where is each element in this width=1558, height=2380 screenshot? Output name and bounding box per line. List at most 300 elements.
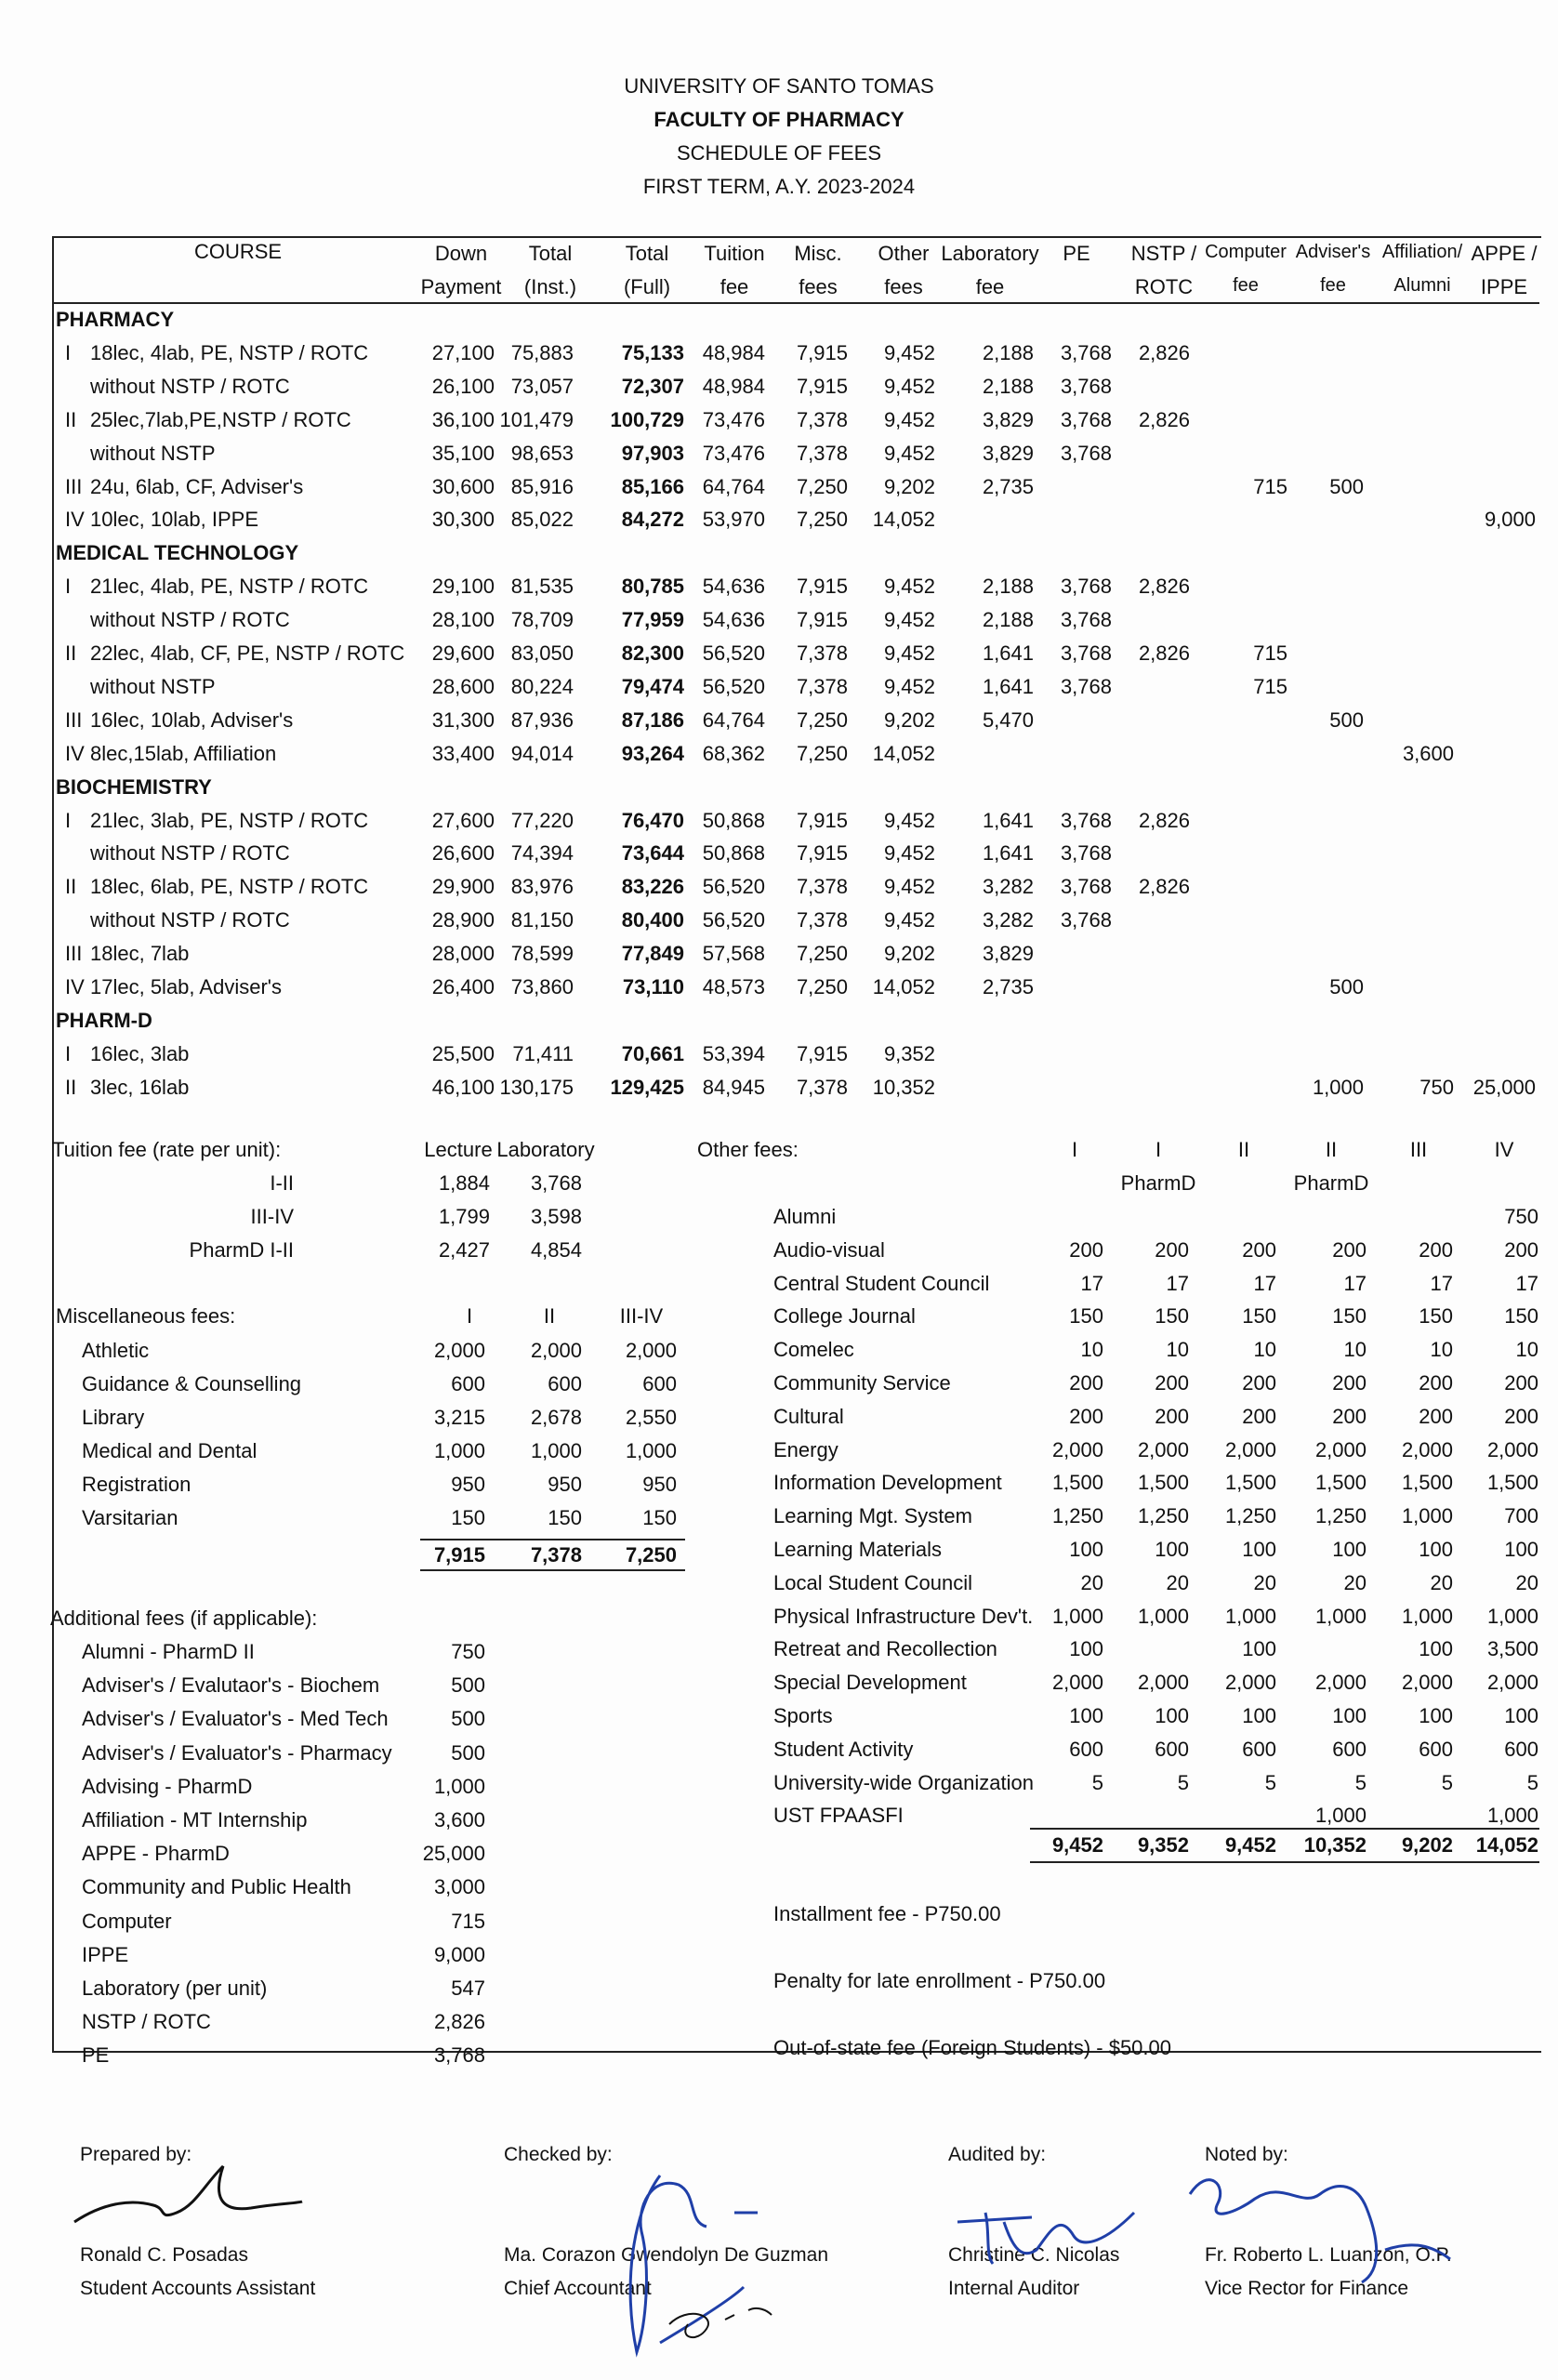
- other-fee-value: 200: [1069, 1237, 1103, 1262]
- additional-fee-label: PE: [82, 2043, 110, 2068]
- fee-cell: 7,915: [796, 374, 848, 398]
- signatory-title: Student Accounts Assistant: [80, 2278, 316, 2299]
- tuition-level: PharmD I-II: [189, 1238, 294, 1262]
- fee-cell: 5,470: [982, 707, 1034, 732]
- fee-cell: 7,250: [796, 508, 848, 532]
- course-description: 17lec, 5lab, Adviser's: [90, 975, 282, 998]
- other-fee-label: Learning Mgt. System: [773, 1504, 972, 1528]
- fee-cell: 3,829: [982, 407, 1034, 431]
- fee-cell: 7,378: [796, 908, 848, 932]
- fee-cell: 50,868: [702, 808, 765, 832]
- other-fee-value: 1,500: [1224, 1471, 1276, 1495]
- tuition-col-header: Lecture: [424, 1138, 493, 1161]
- other-fee-value: 10: [1166, 1338, 1189, 1362]
- fee-cell: 14,052: [872, 975, 935, 998]
- fee-cell: 7,250: [796, 942, 848, 966]
- misc-fee-value: 2,000: [530, 1339, 582, 1362]
- fee-cell: 76,470: [621, 808, 684, 832]
- other-fee-value: 100: [1419, 1637, 1453, 1661]
- additional-fee-value: 25,000: [422, 1842, 485, 1866]
- fee-cell: 71,411: [512, 1041, 574, 1065]
- tuition-col-header: Laboratory: [496, 1138, 595, 1161]
- signatory-name: Christine C. Nicolas: [948, 2244, 1120, 2266]
- fee-cell: 3,768: [1060, 841, 1112, 866]
- additional-fee-value: 2,826: [433, 2010, 485, 2034]
- other-fee-value: 150: [1504, 1304, 1538, 1329]
- fee-cell: 29,100: [431, 575, 495, 599]
- misc-fee-value: 1,000: [625, 1439, 677, 1462]
- fee-cell: 500: [1329, 707, 1364, 732]
- course-description: 18lec, 4lab, PE, NSTP / ROTC: [90, 340, 369, 364]
- fee-cell: 3,768: [1060, 674, 1112, 698]
- fee-cell: 3,600: [1402, 741, 1454, 765]
- column-header: fee: [1233, 275, 1259, 296]
- other-fee-value: 5: [1264, 1770, 1276, 1794]
- course-description: 10lec, 10lab, IPPE: [90, 508, 259, 532]
- fee-cell: 7,250: [796, 474, 848, 498]
- other-fee-label: Comelec: [773, 1338, 854, 1362]
- other-fee-value: 5: [1177, 1770, 1189, 1794]
- misc-fee-label: Varsitarian: [82, 1506, 178, 1529]
- column-header: Adviser's: [1295, 242, 1371, 262]
- column-header: fees: [884, 275, 923, 298]
- other-fee-value: 1,000: [1486, 1604, 1538, 1628]
- fee-cell: 101,479: [499, 407, 574, 431]
- other-fee-value: 1,000: [1314, 1804, 1367, 1828]
- fee-cell: 9,452: [883, 808, 935, 832]
- column-header: Payment: [420, 275, 502, 298]
- other-total: 10,352: [1303, 1833, 1367, 1857]
- additional-fee-label: Affiliation - MT Internship: [82, 1808, 308, 1831]
- fee-cell: 73,644: [621, 841, 684, 866]
- signature-posadas: [65, 2148, 307, 2250]
- fee-cell: 2,188: [982, 340, 1034, 364]
- other-fee-value: 1,000: [1401, 1604, 1453, 1628]
- fee-cell: 3,282: [982, 908, 1034, 932]
- fee-cell: 77,849: [621, 942, 684, 966]
- fee-cell: 2,826: [1138, 575, 1190, 599]
- other-fee-value: 1,000: [1486, 1804, 1538, 1828]
- fee-cell: 9,452: [883, 575, 935, 599]
- other-fee-value: 1,250: [1314, 1504, 1367, 1528]
- fee-cell: 3,829: [982, 942, 1034, 966]
- misc-fee-label: Registration: [82, 1473, 191, 1496]
- other-fee-value: 1,250: [1137, 1504, 1189, 1528]
- other-fee-value: 750: [1504, 1205, 1538, 1228]
- document-title: SCHEDULE OF FEES: [676, 141, 882, 165]
- misc-fee-value: 950: [642, 1473, 677, 1496]
- fee-cell: 48,573: [702, 975, 765, 998]
- fee-cell: 9,000: [1484, 508, 1536, 532]
- other-fee-value: 100: [1069, 1538, 1103, 1561]
- other-col-header: IV: [1494, 1138, 1514, 1161]
- fee-cell: 3,768: [1060, 641, 1112, 665]
- column-header: Other: [878, 242, 930, 265]
- column-header: fee: [975, 275, 1005, 298]
- fee-cell: 7,378: [796, 674, 848, 698]
- other-fee-value: 2,000: [1137, 1671, 1189, 1695]
- other-fee-label: Central Student Council: [773, 1271, 990, 1295]
- fee-cell: 53,970: [702, 508, 765, 532]
- other-fee-value: 1,500: [1314, 1471, 1367, 1495]
- fee-cell: 2,826: [1138, 641, 1190, 665]
- other-fee-label: Local Student Council: [773, 1570, 973, 1594]
- signatory-title: Chief Accountant: [504, 2278, 652, 2299]
- other-fee-value: 600: [1332, 1737, 1367, 1761]
- year-level: III: [65, 474, 83, 498]
- other-fee-value: 100: [1332, 1538, 1367, 1561]
- fee-cell: 85,166: [621, 474, 684, 498]
- year-level: I: [65, 1041, 72, 1065]
- other-fee-value: 200: [1332, 1404, 1367, 1428]
- fee-cell: 81,150: [510, 908, 574, 932]
- other-fee-value: 200: [1069, 1404, 1103, 1428]
- fee-cell: 83,976: [510, 875, 574, 899]
- year-level: II: [65, 875, 77, 899]
- other-fee-value: 200: [1332, 1237, 1367, 1262]
- fee-cell: 53,394: [702, 1041, 765, 1065]
- misc-total-rule: [420, 1539, 685, 1540]
- other-fee-label: Energy: [773, 1437, 838, 1461]
- fee-cell: 3,768: [1060, 441, 1112, 465]
- fee-cell: 2,735: [982, 975, 1034, 998]
- fee-cell: 7,378: [796, 641, 848, 665]
- fee-cell: 70,661: [621, 1041, 684, 1065]
- fee-cell: 715: [1253, 674, 1287, 698]
- additional-fee-value: 500: [451, 1707, 485, 1731]
- other-fee-value: 5: [1441, 1770, 1453, 1794]
- misc-fee-value: 150: [451, 1506, 485, 1529]
- fee-cell: 9,452: [883, 908, 935, 932]
- fee-cell: 10,352: [872, 1075, 935, 1099]
- fee-cell: 9,452: [883, 641, 935, 665]
- other-col-header: II: [1237, 1138, 1250, 1161]
- fee-cell: 3,829: [982, 441, 1034, 465]
- other-fee-value: 17: [1253, 1271, 1276, 1295]
- other-total: 9,452: [1051, 1833, 1103, 1857]
- other-fee-value: 2,000: [1486, 1671, 1538, 1695]
- fee-cell: 25,000: [1472, 1075, 1536, 1099]
- fee-cell: 7,250: [796, 707, 848, 732]
- fee-cell: 2,826: [1138, 340, 1190, 364]
- fee-cell: 500: [1329, 474, 1364, 498]
- fee-cell: 7,915: [796, 808, 848, 832]
- fee-cell: 35,100: [431, 441, 495, 465]
- other-fee-value: 200: [1504, 1404, 1538, 1428]
- fee-cell: 7,915: [796, 608, 848, 632]
- fee-cell: 27,100: [431, 340, 495, 364]
- column-header: Misc.: [794, 242, 842, 265]
- column-header: PE: [1063, 242, 1090, 265]
- tuition-lecture-rate: 1,799: [438, 1205, 490, 1228]
- other-fee-label: UST FPAASFI: [773, 1804, 904, 1828]
- misc-total-underline: [420, 1569, 685, 1571]
- course-description: 21lec, 3lab, PE, NSTP / ROTC: [90, 808, 369, 832]
- fee-cell: 73,110: [622, 975, 684, 998]
- fee-cell: 9,202: [883, 942, 935, 966]
- fee-cell: 30,300: [431, 508, 495, 532]
- term-label: FIRST TERM, A.Y. 2023-2024: [642, 175, 916, 198]
- additional-fee-value: 750: [451, 1640, 485, 1663]
- fee-cell: 3,768: [1060, 908, 1112, 932]
- misc-fee-value: 150: [548, 1506, 582, 1529]
- other-fee-value: 2,000: [1224, 1437, 1276, 1461]
- tuition-level: III-IV: [250, 1205, 294, 1228]
- other-fee-value: 20: [1430, 1570, 1453, 1594]
- tuition-lab-rate: 4,854: [530, 1238, 582, 1262]
- other-fee-value: 1,500: [1486, 1471, 1538, 1495]
- fee-cell: 129,425: [610, 1075, 684, 1099]
- column-header: Total: [528, 242, 573, 265]
- section-heading: BIOCHEMISTRY: [56, 774, 212, 799]
- fee-cell: 64,764: [702, 707, 765, 732]
- fee-cell: 26,600: [431, 841, 495, 866]
- other-fee-value: 2,000: [1051, 1437, 1103, 1461]
- misc-col-header: III-IV: [619, 1304, 664, 1328]
- other-fee-label: Alumni: [773, 1205, 837, 1228]
- other-fee-value: 1,250: [1224, 1504, 1276, 1528]
- additional-fee-label: Advising - PharmD: [82, 1774, 253, 1798]
- fee-cell: 1,000: [1312, 1075, 1364, 1099]
- other-fee-value: 2,000: [1486, 1437, 1538, 1461]
- other-fee-value: 600: [1242, 1737, 1276, 1761]
- other-fee-value: 2,000: [1137, 1437, 1189, 1461]
- additional-fee-value: 3,600: [433, 1808, 485, 1831]
- fee-cell: 2,188: [982, 374, 1034, 398]
- other-fee-value: 17: [1343, 1271, 1367, 1295]
- course-description: 21lec, 4lab, PE, NSTP / ROTC: [90, 575, 369, 599]
- fee-cell: 3,768: [1060, 407, 1112, 431]
- fee-cell: 14,052: [872, 741, 935, 765]
- other-fee-value: 2,000: [1314, 1671, 1367, 1695]
- fee-cell: 9,452: [883, 374, 935, 398]
- other-fee-value: 5: [1354, 1770, 1367, 1794]
- additional-fee-label: Computer: [82, 1909, 172, 1933]
- fee-cell: 2,826: [1138, 808, 1190, 832]
- fee-cell: 9,452: [883, 674, 935, 698]
- other-fee-value: 10: [1080, 1338, 1103, 1362]
- additional-fee-label: Laboratory (per unit): [82, 1977, 268, 2000]
- other-fee-value: 600: [1069, 1737, 1103, 1761]
- additional-fee-label: Adviser's / Evalutaor's - Biochem: [82, 1673, 380, 1698]
- other-fee-value: 100: [1419, 1538, 1453, 1561]
- other-fee-value: 2,000: [1401, 1671, 1453, 1695]
- section-heading: PHARM-D: [56, 1008, 152, 1032]
- fee-cell: 7,915: [796, 1041, 848, 1065]
- course-description: 3lec, 16lab: [90, 1075, 190, 1099]
- column-header: Alumni: [1393, 275, 1451, 296]
- other-fee-label: Cultural: [773, 1404, 844, 1428]
- course-description: 25lec,7lab,PE,NSTP / ROTC: [90, 407, 351, 431]
- university-name: UNIVERSITY OF SANTO TOMAS: [624, 74, 934, 98]
- other-col-header: III: [1409, 1138, 1428, 1161]
- other-fee-value: 10: [1430, 1338, 1453, 1362]
- fee-cell: 77,959: [621, 608, 684, 632]
- column-header: ROTC: [1134, 275, 1194, 298]
- other-fees-title: Other fees:: [697, 1138, 799, 1161]
- column-header: APPE /: [1471, 242, 1538, 265]
- other-fee-value: 100: [1242, 1637, 1276, 1661]
- fee-cell: 48,984: [702, 340, 765, 364]
- fee-cell: 75,133: [621, 340, 684, 364]
- other-fee-value: 2,000: [1051, 1671, 1103, 1695]
- other-fee-value: 100: [1332, 1704, 1367, 1727]
- additional-fee-label: Adviser's / Evaluator's - Med Tech: [82, 1707, 389, 1731]
- signature-de-guzman: [595, 2157, 837, 2371]
- fee-cell: 27,600: [431, 808, 495, 832]
- other-col-header: II: [1325, 1138, 1338, 1161]
- fee-cell: 14,052: [872, 508, 935, 532]
- other-fee-value: 17: [1166, 1271, 1189, 1295]
- other-fee-value: 100: [1155, 1538, 1189, 1561]
- fee-cell: 2,188: [982, 608, 1034, 632]
- fee-cell: 80,785: [621, 575, 684, 599]
- foreign-fee-note: Out-of-state fee (Foreign Students) - $50.00: [773, 2036, 1172, 2059]
- fee-cell: 9,452: [883, 340, 935, 364]
- other-fee-value: 600: [1504, 1737, 1538, 1761]
- other-fee-label: Physical Infrastructure Dev't.: [773, 1604, 1034, 1628]
- other-total-rule: [1030, 1828, 1539, 1830]
- fee-cell: 26,100: [431, 374, 495, 398]
- year-level: III: [65, 707, 83, 732]
- fee-cell: 64,764: [702, 474, 765, 498]
- additional-fee-value: 3,000: [433, 1875, 485, 1899]
- fee-cell: 7,915: [796, 575, 848, 599]
- fee-cell: 28,600: [431, 674, 495, 698]
- misc-title: Miscellaneous fees:: [56, 1304, 236, 1328]
- other-fee-value: 1,000: [1137, 1604, 1189, 1628]
- fee-cell: 3,768: [1060, 575, 1112, 599]
- fee-cell: 36,100: [431, 407, 495, 431]
- fee-cell: 500: [1329, 975, 1364, 998]
- other-fee-value: 200: [1155, 1371, 1189, 1395]
- other-fee-value: 1,250: [1051, 1504, 1103, 1528]
- column-header: IPPE: [1480, 275, 1528, 298]
- additional-fee-value: 547: [451, 1977, 485, 2000]
- misc-fee-value: 950: [548, 1473, 582, 1496]
- misc-total: 7,915: [433, 1543, 485, 1567]
- fee-cell: 130,175: [499, 1075, 574, 1099]
- course-description: without NSTP / ROTC: [90, 841, 290, 866]
- fee-cell: 46,100: [431, 1075, 495, 1099]
- year-level: II: [65, 407, 77, 431]
- column-header: (Full): [623, 275, 671, 298]
- fee-cell: 3,768: [1060, 875, 1112, 899]
- other-fee-label: College Journal: [773, 1304, 916, 1329]
- course-description: without NSTP / ROTC: [90, 374, 290, 398]
- fee-cell: 7,378: [796, 407, 848, 431]
- misc-fee-value: 600: [548, 1372, 582, 1395]
- fee-cell: 93,264: [621, 741, 684, 765]
- signature-nicolas-luanzon: [948, 2157, 1469, 2287]
- signatory-name: Ma. Corazon Gwendolyn De Guzman: [504, 2244, 828, 2266]
- other-fee-value: 20: [1343, 1570, 1367, 1594]
- other-total: 9,452: [1224, 1833, 1276, 1857]
- fee-cell: 7,378: [796, 441, 848, 465]
- misc-fee-value: 150: [642, 1506, 677, 1529]
- signatory-title: Internal Auditor: [948, 2278, 1080, 2299]
- fee-cell: 9,452: [883, 608, 935, 632]
- course-description: 16lec, 10lab, Adviser's: [90, 707, 294, 732]
- signatory-role: Prepared by:: [80, 2144, 192, 2165]
- additional-fee-label: NSTP / ROTC: [82, 2010, 211, 2034]
- fee-cell: 78,599: [510, 942, 574, 966]
- fee-cell: 83,226: [621, 875, 684, 899]
- fee-cell: 3,768: [1060, 374, 1112, 398]
- signatory-name: Fr. Roberto L. Luanzon, O.P.: [1205, 2244, 1452, 2266]
- year-level: I: [65, 808, 72, 832]
- fee-cell: 7,915: [796, 841, 848, 866]
- fee-cell: 3,768: [1060, 608, 1112, 632]
- other-fee-value: 200: [1504, 1371, 1538, 1395]
- other-fee-value: 100: [1242, 1704, 1276, 1727]
- fee-cell: 50,868: [702, 841, 765, 866]
- year-level: IV: [65, 508, 85, 532]
- other-fee-value: 150: [1069, 1304, 1103, 1329]
- course-description: 8lec,15lab, Affiliation: [90, 741, 277, 765]
- fee-cell: 2,188: [982, 575, 1034, 599]
- fee-cell: 75,883: [510, 340, 574, 364]
- installment-note: Installment fee - P750.00: [773, 1902, 1001, 1925]
- fee-cell: 56,520: [702, 641, 765, 665]
- other-fee-value: 5: [1526, 1770, 1538, 1794]
- course-description: without NSTP / ROTC: [90, 608, 290, 632]
- tuition-title: Tuition fee (rate per unit):: [52, 1138, 282, 1161]
- misc-fee-value: 2,678: [530, 1406, 582, 1429]
- other-fee-value: 700: [1504, 1504, 1538, 1528]
- fee-cell: 87,186: [621, 707, 684, 732]
- other-fee-value: 100: [1504, 1704, 1538, 1727]
- other-total: 9,352: [1137, 1833, 1189, 1857]
- fee-cell: 30,600: [431, 474, 495, 498]
- section-heading: MEDICAL TECHNOLOGY: [56, 541, 299, 565]
- fee-cell: 73,057: [510, 374, 574, 398]
- other-fee-value: 100: [1242, 1538, 1276, 1561]
- other-fee-value: 20: [1253, 1570, 1276, 1594]
- fee-cell: 84,272: [621, 508, 684, 532]
- additional-fee-value: 9,000: [433, 1942, 485, 1966]
- fee-cell: 80,400: [621, 908, 684, 932]
- fee-cell: 68,362: [702, 741, 765, 765]
- fee-cell: 73,476: [702, 441, 765, 465]
- other-fee-label: Information Development: [773, 1471, 1002, 1495]
- column-header: Tuition: [704, 242, 765, 265]
- other-fee-value: 20: [1166, 1570, 1189, 1594]
- other-fee-value: 600: [1155, 1737, 1189, 1761]
- fee-cell: 79,474: [621, 674, 684, 698]
- year-level: II: [65, 1075, 77, 1099]
- column-header: fees: [799, 275, 838, 298]
- fee-cell: 1,641: [982, 841, 1034, 866]
- other-fee-value: 5: [1091, 1770, 1103, 1794]
- penalty-note: Penalty for late enrollment - P750.00: [773, 1969, 1106, 1992]
- additional-fee-value: 500: [451, 1673, 485, 1698]
- other-fee-label: Sports: [773, 1704, 833, 1727]
- additional-fee-label: IPPE: [82, 1942, 129, 1966]
- fee-cell: 73,476: [702, 407, 765, 431]
- course-description: without NSTP: [90, 441, 216, 465]
- signatory-role: Noted by:: [1205, 2144, 1288, 2165]
- fee-cell: 80,224: [510, 674, 574, 698]
- misc-fee-value: 600: [451, 1372, 485, 1395]
- other-total: 9,202: [1401, 1833, 1453, 1857]
- fee-cell: 9,452: [883, 407, 935, 431]
- other-fee-value: 1,000: [1224, 1604, 1276, 1628]
- column-header: Affiliation/: [1381, 242, 1463, 262]
- tuition-lecture-rate: 1,884: [438, 1171, 490, 1195]
- course-description: without NSTP / ROTC: [90, 908, 290, 932]
- fee-cell: 56,520: [702, 674, 765, 698]
